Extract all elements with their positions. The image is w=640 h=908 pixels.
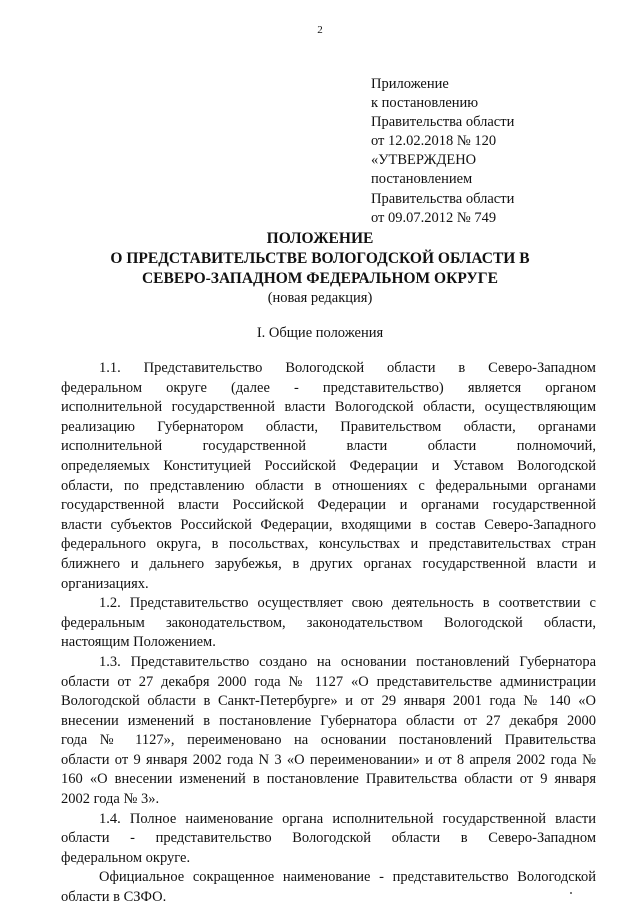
paragraph: [61, 359, 596, 594]
paragraph-line: 2002 года № 3».: [61, 791, 160, 808]
paragraph-line: настоящим Положением.: [61, 634, 216, 651]
body-text: [61, 359, 596, 908]
paragraph: [61, 594, 596, 653]
paragraph: [61, 868, 596, 907]
title-line: О ПРЕДСТАВИТЕЛЬСТВЕ ВОЛОГОДСКОЙ ОБЛАСТИ В: [110, 250, 530, 267]
appendix-line: Приложение: [371, 76, 449, 92]
paragraph-line: 160 «О внесении изменений в постановление Правительства области от 9 января: [61, 771, 596, 788]
section-heading: I. Общие положения: [256, 325, 384, 341]
paragraph-line: федеральным законодательством, законодательством Вологодской области,: [61, 614, 596, 631]
paragraph-line: государственной власти Российской Федерации и органами государственной: [61, 497, 596, 514]
paragraph: [61, 810, 596, 869]
appendix-line: к постановлению: [371, 95, 479, 112]
paragraph-line: области от 9 января 2002 года N 3 «О переименовании» и от 8 апреля 2002 года №: [61, 751, 596, 768]
appendix-line: постановлением: [371, 171, 473, 188]
paragraph-line: исполнительной государственной власти области полномочий,: [61, 438, 596, 455]
paragraph-line: власти субъектов Российской Федерации, входящими в состав Северо-Западного: [61, 516, 596, 533]
title-line: ПОЛОЖЕНИЕ: [266, 230, 374, 247]
paragraph-line: федеральном округе (далее - представительство) является органом: [61, 379, 596, 396]
document-title: [0, 229, 640, 308]
title-line: СЕВЕРО-ЗАПАДНОМ ФЕДЕРАЛЬНОМ ОКРУГЕ: [141, 270, 499, 287]
paragraph: [61, 653, 596, 810]
paragraph-line: 1.4. Полное наименование органа исполнительной государственной власти: [99, 810, 596, 827]
paragraph-line: определяемых Конституцией Российской Федерации и Уставом Вологодской: [61, 457, 596, 474]
paragraph-line: области, по представлению области в отношениях с федеральными органами: [61, 477, 596, 494]
paragraph-line: области в СЗФО.: [61, 889, 167, 906]
paragraph-line: Официальное сокращенное наименование - представительство Вологодской: [99, 869, 596, 886]
paragraph-line: внесении изменений в постановление Губернатора области от 27 декабря 2000: [61, 712, 596, 729]
paragraph-line: области - представительство Вологодской области в Северо-Западном: [61, 830, 596, 847]
appendix-line: Правительства области: [371, 190, 515, 207]
paragraph-line: исполнительной государственной власти Вологодской области, осуществляющим: [61, 399, 596, 416]
paragraph-line: 1.3. Представительство создано на основании постановлений Губернатора: [99, 653, 596, 670]
paragraph-line: года № 1127», переименовано на основании постановлений Правительства: [61, 732, 596, 749]
page-number: 2: [317, 24, 323, 36]
paragraph-line: федеральном округе.: [61, 849, 191, 866]
paragraph-line: федерального округа, в посольствах, консульствах и представительствах стран: [61, 536, 596, 553]
scan-artifact: [570, 892, 572, 894]
paragraph-line: Вологодской области в Санкт-Петербурге» и от 29 января 2001 года № 140 «О: [61, 693, 596, 710]
appendix-line: от 09.07.2012 № 749: [371, 209, 497, 226]
appendix-line: от 12.02.2018 № 120: [371, 133, 497, 150]
paragraph-line: реализацию Губернатором области, Правительством области, органами: [61, 418, 596, 435]
paragraph-line: 1.2. Представительство осуществляет свою деятельность в соответствии с: [99, 595, 596, 612]
appendix-stamp: [371, 75, 631, 228]
paragraph-line: области от 27 декабря 2000 года № 1127 «О представительстве администрации: [61, 673, 596, 690]
title-subtitle: (новая редакция): [267, 290, 373, 306]
paragraph-line: организациях.: [61, 575, 149, 592]
paragraph-line: 1.1. Представительство Вологодской области в Северо-Западном: [99, 360, 596, 376]
appendix-line: Правительства области: [371, 114, 515, 131]
paragraph-line: ближнего и дальнего зарубежья, в других органах государственной власти и: [61, 555, 596, 572]
appendix-line: «УТВЕРЖДЕНО: [371, 152, 477, 169]
